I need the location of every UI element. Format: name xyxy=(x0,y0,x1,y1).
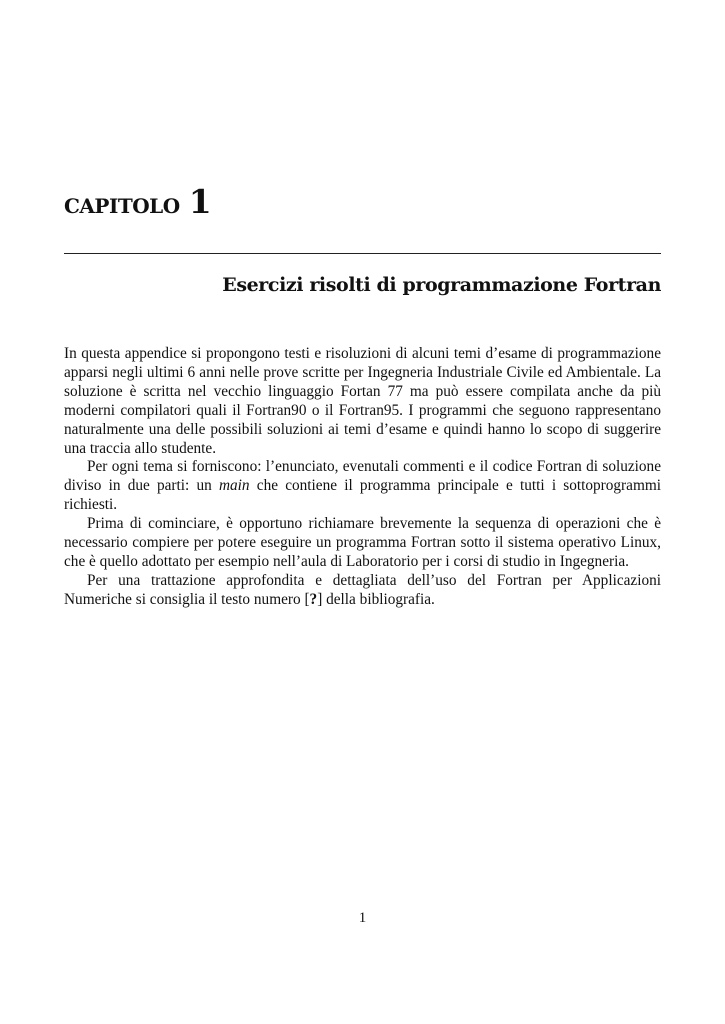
chapter-number: 1 xyxy=(188,182,212,221)
body-text xyxy=(64,345,661,610)
paragraph-linux: Prima di cominciare, è opportuno richiamare brevemente la sequenza di operazioni che è necessario compiere per potere eseguire un programma Fortran sotto il sistema operativo Linux, che è quello adottato per esempio nell’aula di Laboratorio per i corsi di studio in Ingegneria. xyxy=(64,515,661,570)
paragraph-bibliography-text-2: ] della bibliografia. xyxy=(317,590,435,608)
paragraph-bibliography xyxy=(64,572,661,610)
chapter-label: CAPITOLO xyxy=(64,194,180,218)
paragraph-structure-text-1: Per ogni tema si forniscono: l’enunciato, evenutali commenti e il codice Fortran di soluzione diviso in due parti: un xyxy=(64,458,661,495)
paragraph-intro: In questa appendice si propongono testi e risoluzioni di alcuni temi d’esame di programmazione apparsi negli ultimi 6 anni nelle prove scritte per Ingegneria Industriale Civile ed Ambientale. La soluzione è scritta nel vecchio linguaggio Fortan 77 ma può essere compilata anche da più moderni compilatori quali il Fortran90 o il Fortran95. I programmi che seguono rappresentano naturalmente una delle possibili soluzioni ai temi d’esame e quindi hanno lo scopo di suggerire una traccia allo studente. xyxy=(64,345,661,457)
chapter-title: Esercizi risolti di programmazione Fortran xyxy=(222,274,661,296)
main-emphasis: main xyxy=(218,477,250,495)
citation-reference[interactable]: ? xyxy=(309,590,318,608)
chapter-divider xyxy=(64,253,661,254)
paragraph-structure xyxy=(64,458,661,515)
chapter-heading xyxy=(64,182,212,221)
paragraph-bibliography-text-1: Per una trattazione approfondita e dettagliata dell’uso del Fortran per Applicazioni Numeriche si consiglia il testo numero [ xyxy=(64,571,661,608)
page-number: 1 xyxy=(358,910,367,926)
paragraph-structure-text-2: che contiene il programma principale e tutti i sottoprogrammi richiesti. xyxy=(64,477,661,514)
